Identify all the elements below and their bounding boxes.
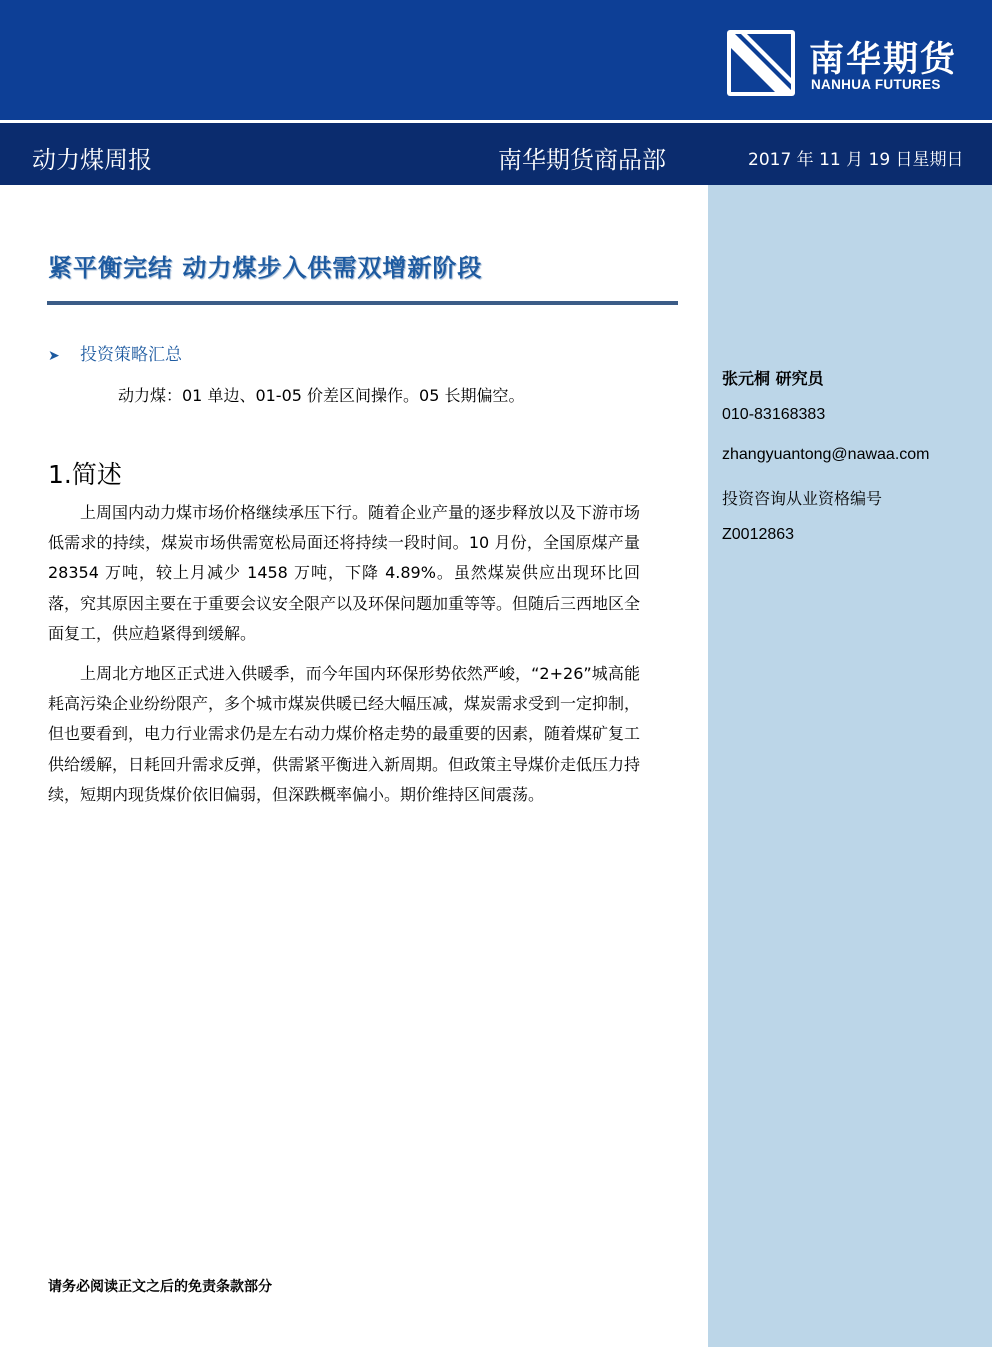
license-number: Z0012863	[722, 526, 795, 543]
department-name: 南华期货商品部	[498, 146, 666, 174]
report-name: 动力煤周报	[32, 146, 152, 174]
disclaimer-note: 请务必阅读正文之后的免责条款部分	[48, 1279, 272, 1295]
section-paragraph: 上周北方地区正式进入供暖季，而今年国内环保形势依然严峻，“2+26”城高能耗高污染企业纷纷限产，多个城市煤炭供暖已经大幅压减，煤炭需求受到一定抑制，但也要看到，电力行业需求仍是左右动力煤价格走势的最重要的因素，随着煤矿复工供给缓解，日耗回升需求反弹，供需紧平衡进入新周期。但政策主导煤价走低压力持续，短期内现货煤价依旧偏弱，但深跌概率偏小。期价维持区间震荡。	[48, 664, 641, 804]
logo-chinese-text: 南华期货	[809, 40, 958, 80]
section-paragraph: 上周国内动力煤市场价格继续承压下行。随着企业产量的逐步释放以及下游市场低需求的持续，煤炭市场供需宽松局面还将持续一段时间。10 月份，全国原煤产量 28354 万吨，较上月减少 1458 万吨，下降 4.89%。虽然煤炭供应出现环比回落，究其原因主要在于重要会议安全限产以及环保问题加重等等。但随后三西地区全面复工，供应趋紧得到缓解。	[48, 503, 641, 643]
analyst-sidebar	[708, 185, 992, 1347]
strategy-heading-text: 投资策略汇总	[80, 345, 182, 365]
section-title: 1.简述	[48, 460, 122, 489]
analyst-phone: 010-83168383	[722, 406, 826, 423]
strategy-summary: 动力煤：01 单边、01-05 价差区间操作。05 长期偏空。	[118, 386, 525, 405]
headline-divider	[47, 301, 678, 305]
logo-english-text: NANHUA FUTURES	[811, 77, 941, 92]
report-date: 2017 年 11 月 19 日星期日	[748, 150, 964, 170]
analyst-email[interactable]: zhangyuantong@nawaa.com	[722, 446, 930, 463]
analyst-name: 张元桐 研究员	[722, 369, 824, 388]
strategy-heading	[48, 340, 182, 365]
arrow-bullet-icon: ➤	[48, 348, 60, 364]
nanhua-logo-icon	[727, 30, 795, 96]
report-title-bar	[0, 123, 992, 185]
headline: 紧平衡完结 动力煤步入供需双增新阶段	[48, 254, 483, 282]
license-label: 投资咨询从业资格编号	[722, 489, 883, 508]
